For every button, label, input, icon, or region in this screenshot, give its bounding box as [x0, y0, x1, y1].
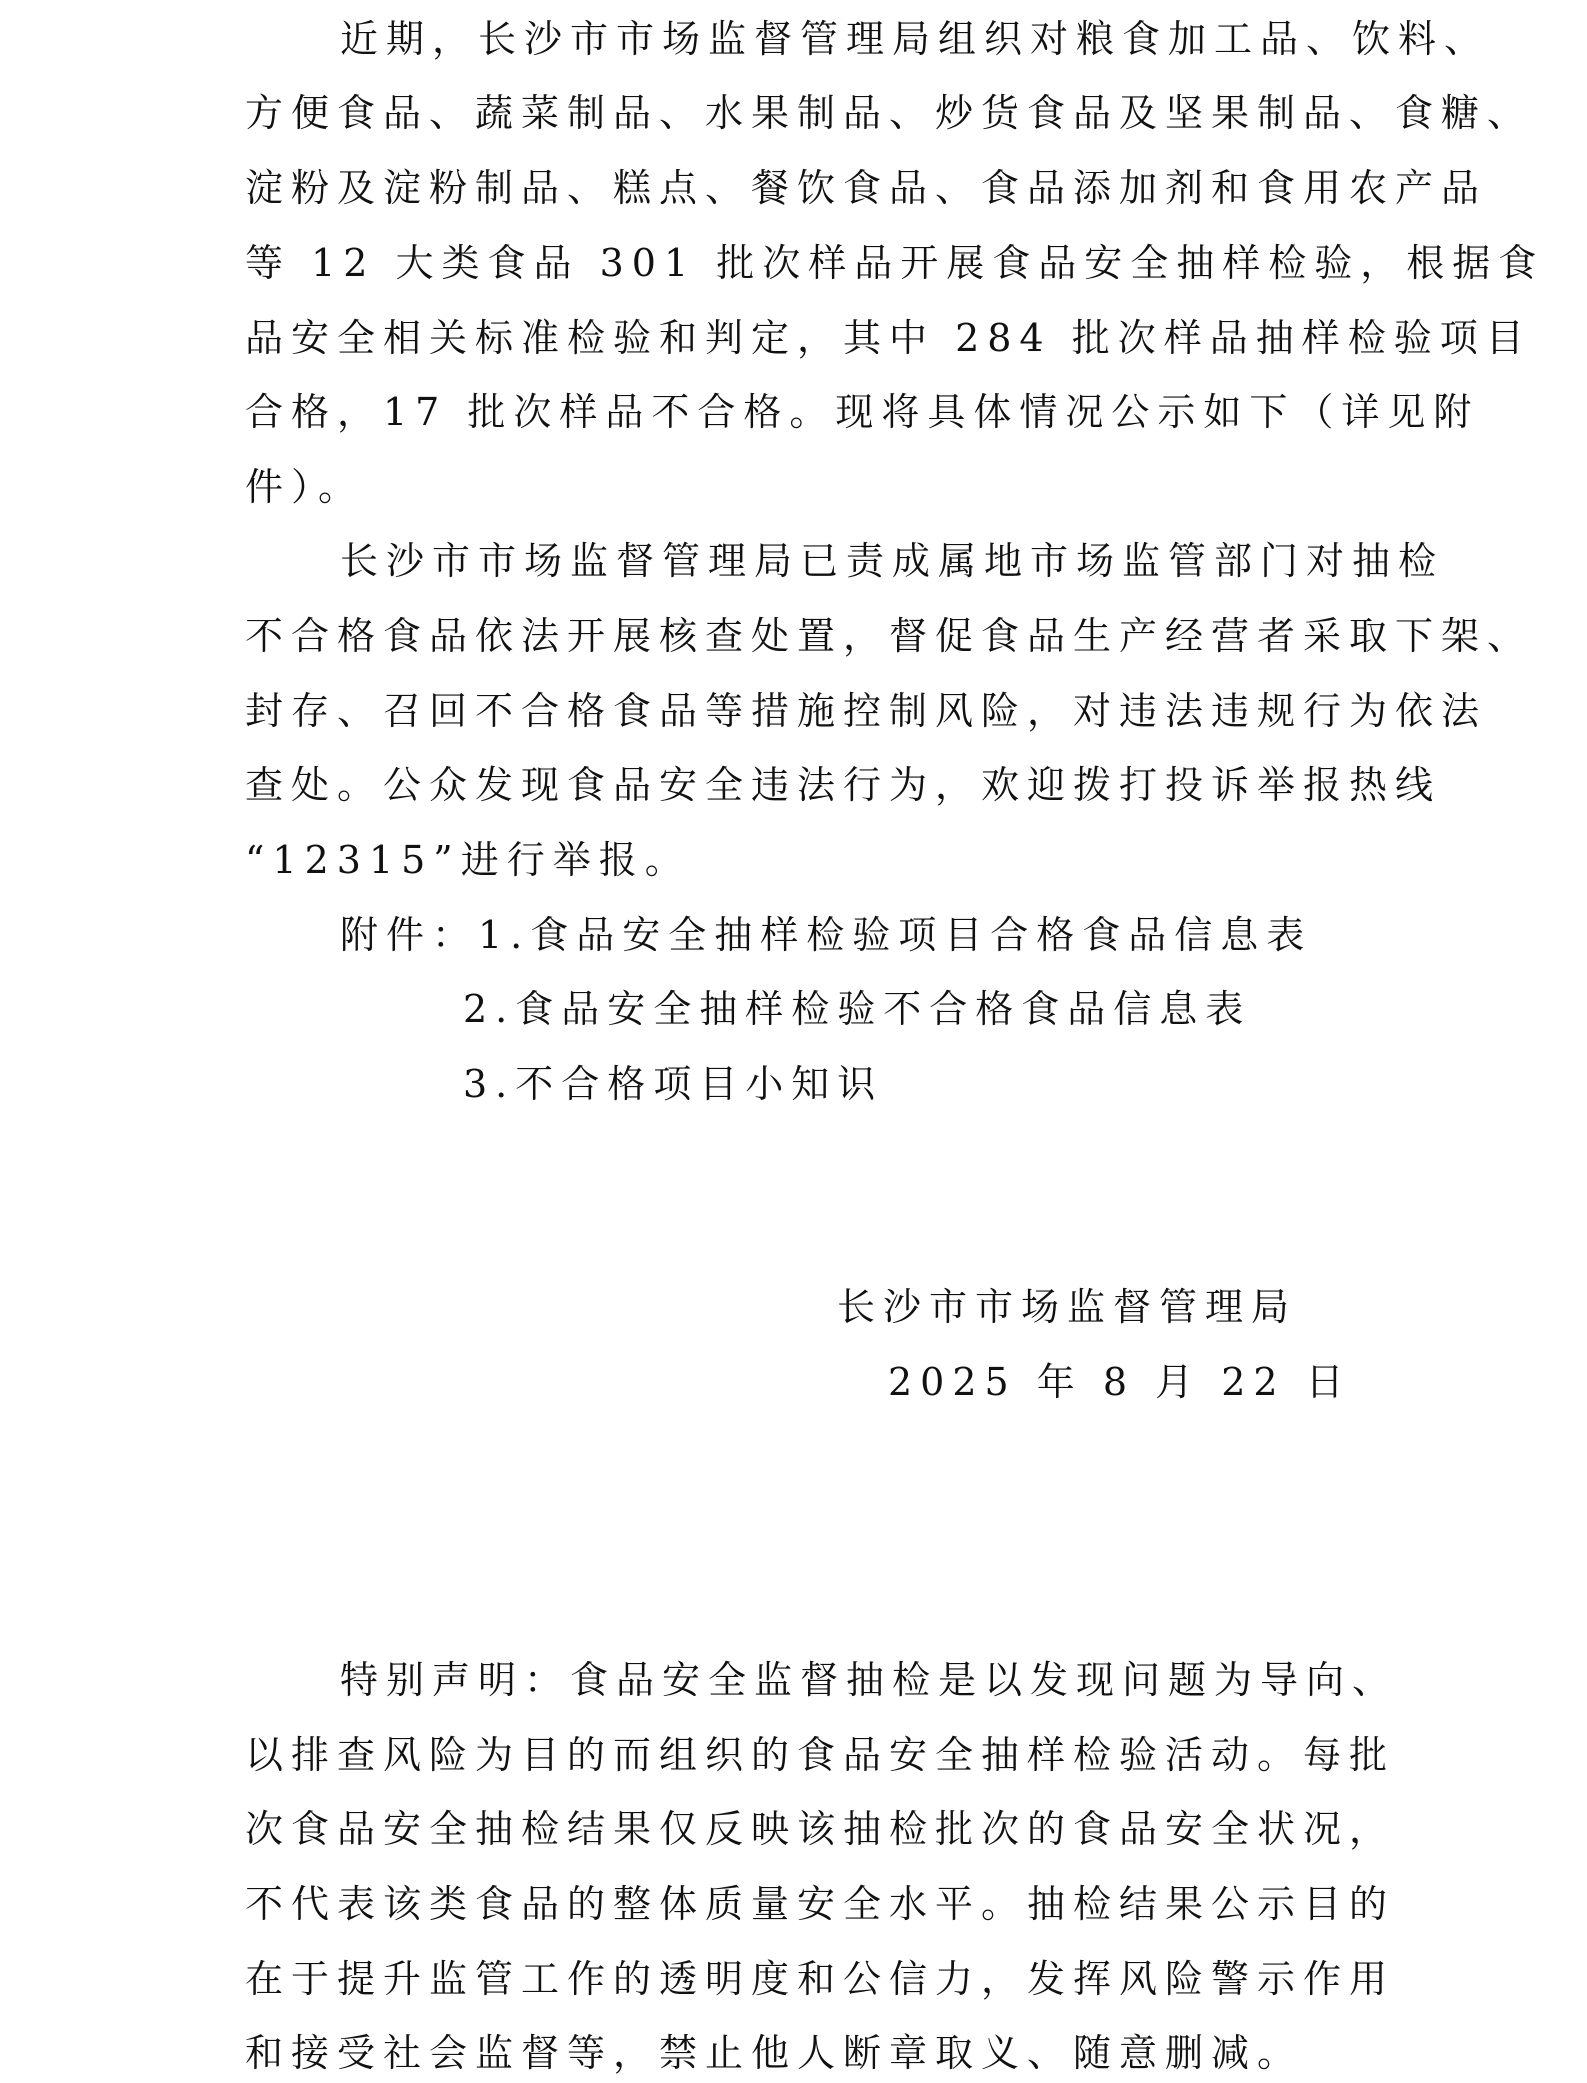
paragraph-1-line-5: 品安全相关标准检验和判定，其中 284 批次样品抽样检验项目: [245, 316, 1532, 360]
statement-line-3: 次食品安全抽检结果仅反映该抽检批次的食品安全状况，: [245, 1807, 1396, 1851]
paragraph-1-line-7: 件）。: [245, 465, 365, 509]
statement-line-5: 在于提升监管工作的透明度和公信力，发挥风险警示作用: [245, 1957, 1396, 2001]
paragraph-1-line-3: 淀粉及淀粉制品、糕点、餐饮食品、食品添加剂和食用农产品: [245, 166, 1488, 210]
paragraph-1-line-4: 等 12 大类食品 301 批次样品开展食品安全抽样检验，根据食: [245, 241, 1545, 285]
annex-item-3: 3.不合格项目小知识: [463, 1062, 884, 1106]
paragraph-2-line-3: 封存、召回不合格食品等措施控制风险，对违法违规行为依法: [245, 689, 1488, 733]
paragraph-1-line-2: 方便食品、蔬菜制品、水果制品、炒货食品及坚果制品、食糖、: [245, 91, 1534, 135]
signature-org: 长沙市市场监督管理局: [837, 1285, 1298, 1329]
annex-item-1: 附件：1.食品安全抽样检验项目合格食品信息表: [340, 913, 1313, 957]
annex-item-2: 2.食品安全抽样检验不合格食品信息表: [463, 987, 1252, 1031]
paragraph-1-line-6: 合格，17 批次样品不合格。现将具体情况公示如下（详见附: [245, 390, 1480, 434]
paragraph-2-line-4: 查处。公众发现食品安全违法行为，欢迎拨打投诉举报热线: [245, 763, 1442, 807]
statement-line-6: 和接受社会监督等，禁止他人断章取义、随意删减。: [245, 2031, 1304, 2075]
signature-date: 2025 年 8 月 22 日: [888, 1360, 1352, 1404]
paragraph-2-line-5: “12315”进行举报。: [245, 838, 691, 882]
paragraph-1-line-1: 近期，长沙市市场监督管理局组织对粮食加工品、饮料、: [340, 17, 1491, 61]
statement-line-1: 特别声明：食品安全监督抽检是以发现问题为导向、: [340, 1658, 1399, 1702]
paragraph-2-line-2: 不合格食品依法开展核查处置，督促食品生产经营者采取下架、: [245, 614, 1534, 658]
statement-line-2: 以排查风险为目的而组织的食品安全抽样检验活动。每批: [245, 1733, 1396, 1777]
statement-line-4: 不代表该类食品的整体质量安全水平。抽检结果公示目的: [245, 1882, 1396, 1926]
paragraph-2-line-1: 长沙市市场监督管理局已责成属地市场监管部门对抽检: [340, 539, 1445, 583]
